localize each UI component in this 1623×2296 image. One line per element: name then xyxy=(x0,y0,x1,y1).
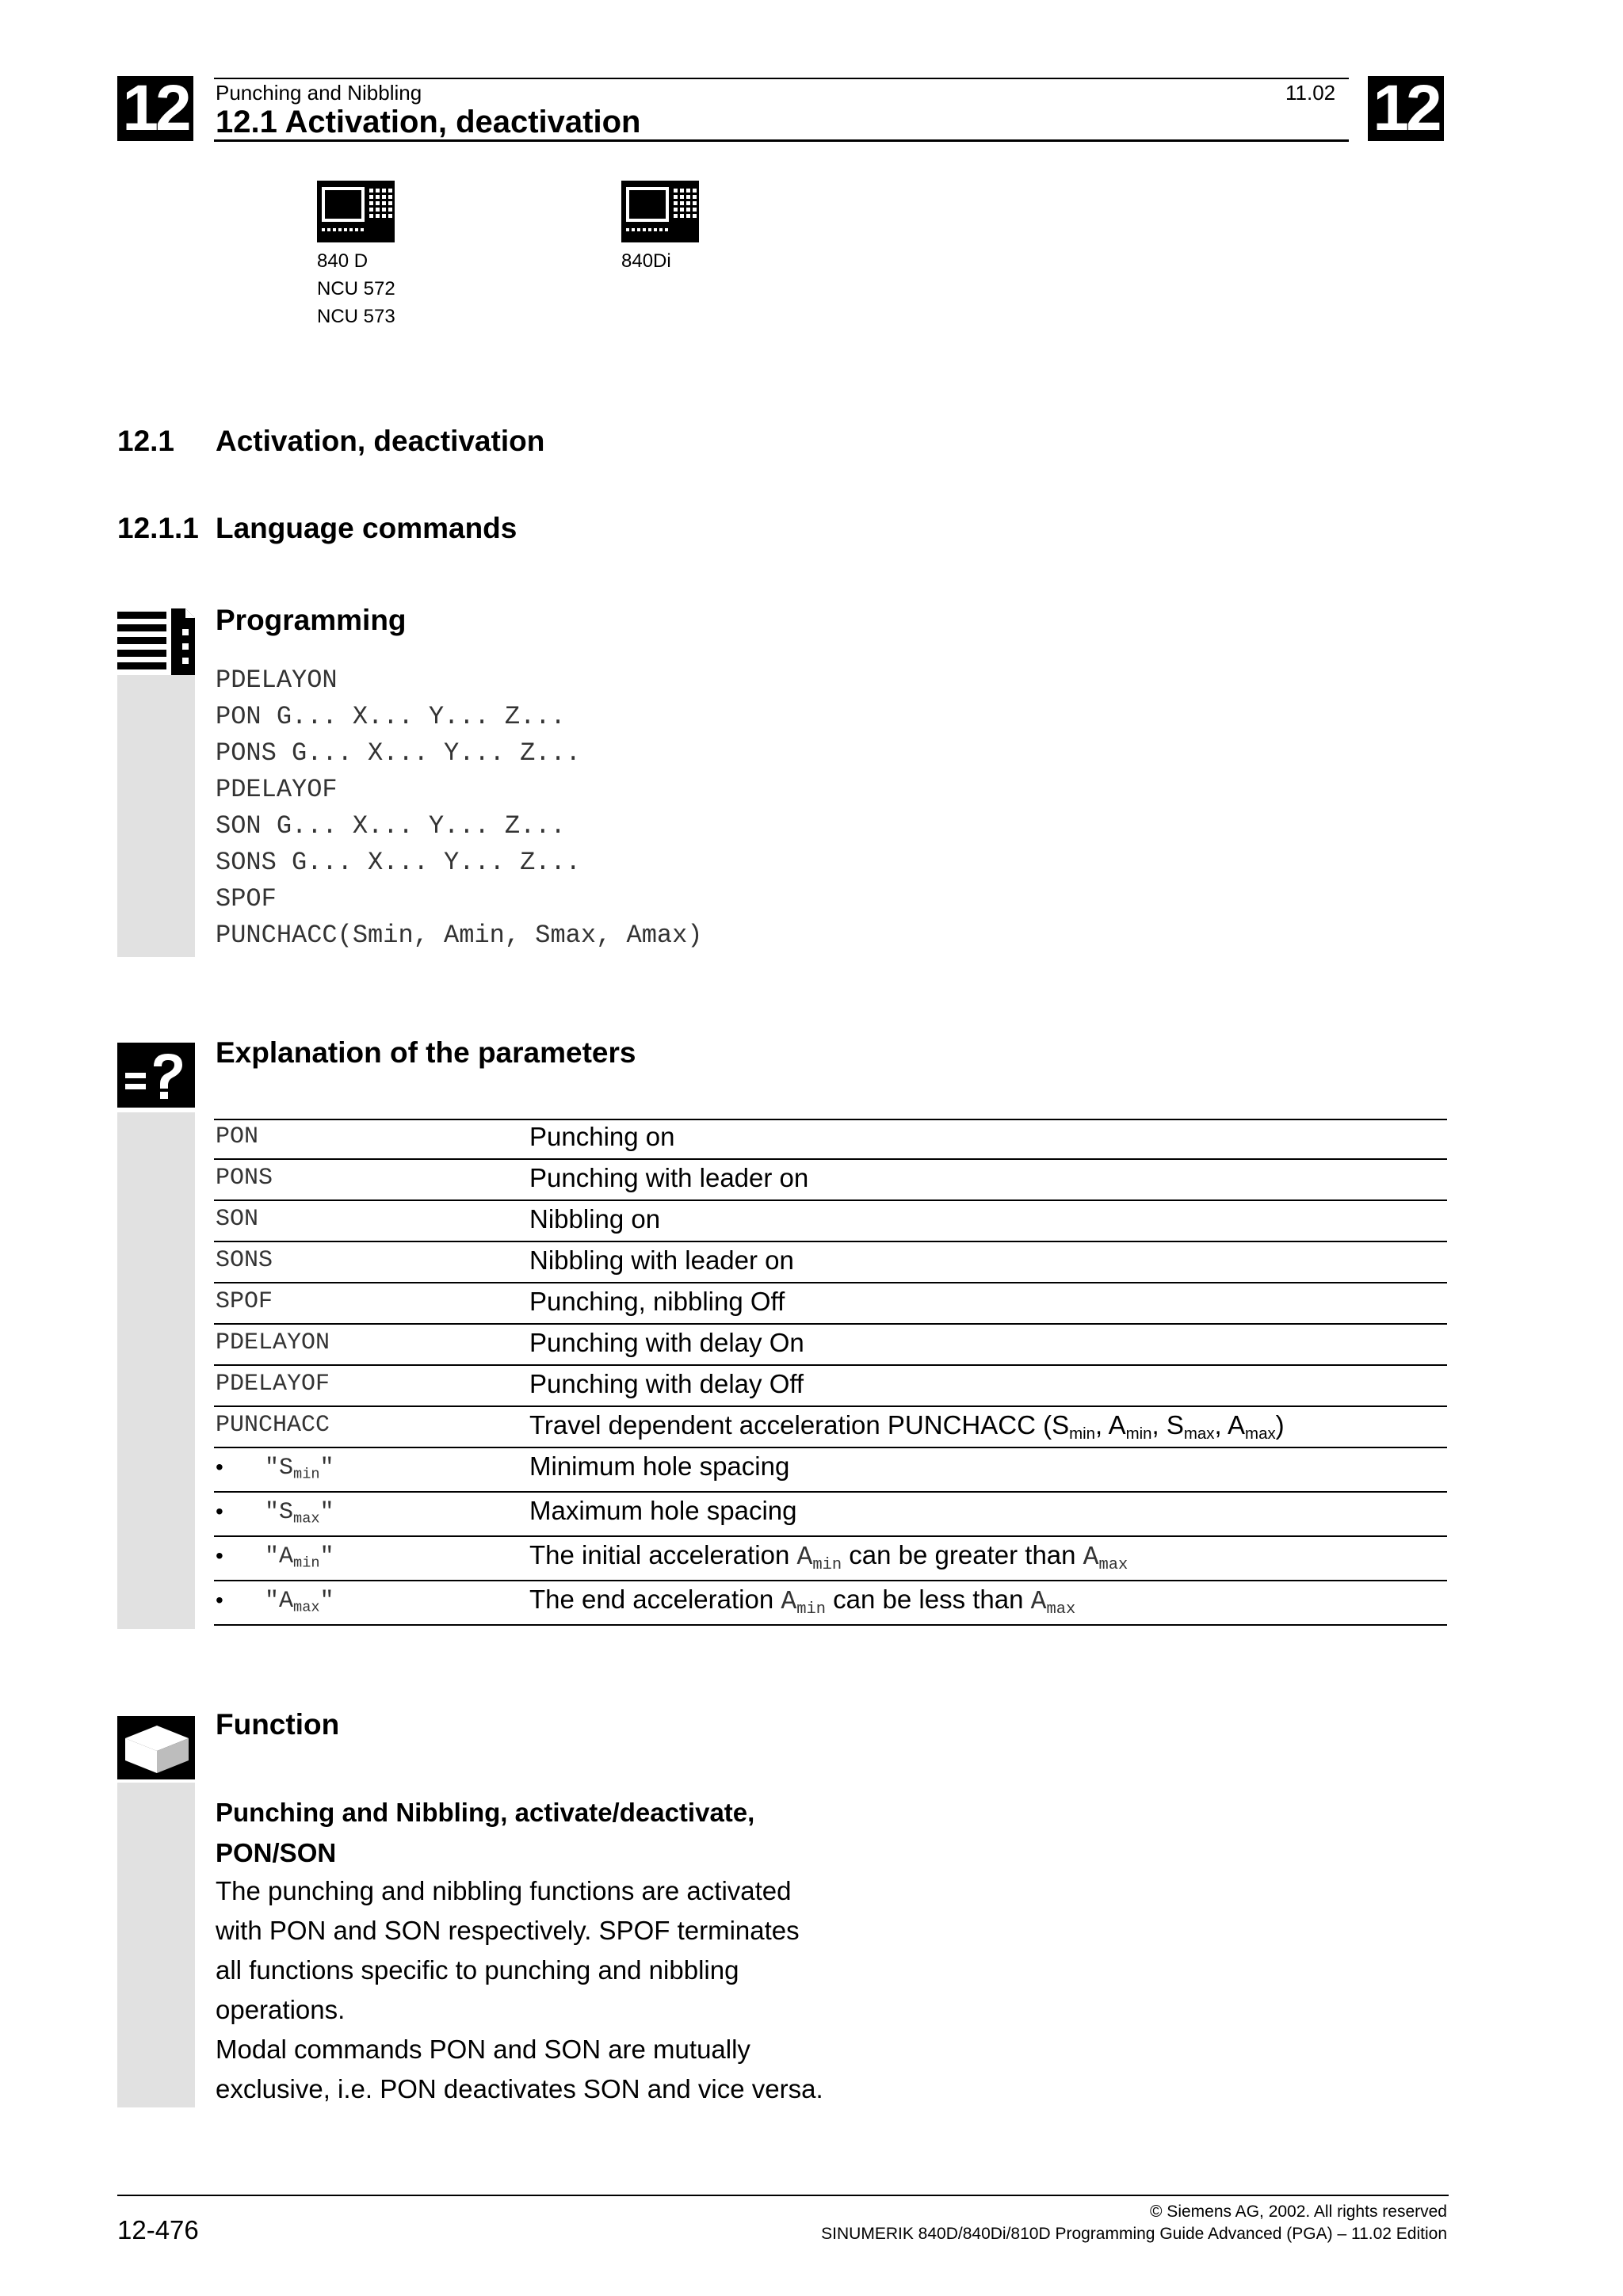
table-row xyxy=(214,1450,1447,1493)
row-rule xyxy=(214,1323,1447,1325)
param-letter: A xyxy=(279,1588,294,1615)
comma: , xyxy=(1151,1410,1167,1440)
footer-rule xyxy=(117,2195,1449,2196)
amax-letter: A xyxy=(1228,1410,1246,1440)
function-margin-bar xyxy=(117,1783,195,2107)
param-desc: Punching on xyxy=(529,1122,675,1151)
function-body xyxy=(216,1871,823,2109)
page-number: 12-476 xyxy=(117,2215,199,2245)
control-panel-icon-840d xyxy=(317,181,395,246)
function-icon xyxy=(117,1716,195,1783)
param-key: PONS xyxy=(216,1165,273,1192)
param-desc: Punching with delay On xyxy=(529,1328,804,1357)
param-sub: max xyxy=(293,1599,320,1616)
function-subheading xyxy=(216,1792,754,1873)
row-rule xyxy=(214,1241,1447,1242)
code-line: PDELAYON xyxy=(216,666,338,695)
smax-letter: S xyxy=(1166,1410,1184,1440)
desc-text: The end acceleration xyxy=(529,1585,781,1614)
programming-heading: Programming xyxy=(216,604,407,636)
quote: " xyxy=(265,1455,280,1482)
table-row xyxy=(214,1120,1447,1160)
table-row xyxy=(214,1367,1447,1407)
quote: " xyxy=(319,1543,334,1570)
header-top-rule xyxy=(214,78,1349,79)
control-label-840d xyxy=(317,247,395,330)
quote: " xyxy=(319,1499,334,1526)
quote: " xyxy=(319,1588,334,1615)
function-body-line: The punching and nibbling functions are activated xyxy=(216,1876,792,1905)
row-rule xyxy=(214,1405,1447,1407)
param-desc xyxy=(529,1410,1285,1444)
control-label-840di xyxy=(621,247,671,275)
param-desc: Punching with leader on xyxy=(529,1163,809,1192)
param-letter: A xyxy=(279,1543,294,1570)
control-label-line: NCU 572 xyxy=(317,278,395,299)
param-key xyxy=(265,1499,334,1527)
param-desc: Nibbling with leader on xyxy=(529,1245,794,1275)
param-key: PON xyxy=(216,1123,259,1150)
amin-letter: A xyxy=(1108,1410,1126,1440)
var-sub: min xyxy=(796,1600,826,1619)
param-letter: S xyxy=(279,1499,294,1526)
row-rule xyxy=(214,1447,1447,1448)
table-row xyxy=(214,1494,1447,1537)
function-subheading-line: PON/SON xyxy=(216,1838,337,1867)
desc-text: can be greater than xyxy=(842,1540,1083,1569)
var-letter: A xyxy=(1030,1587,1047,1616)
parameters-heading: Explanation of the parameters xyxy=(216,1036,636,1069)
row-rule xyxy=(214,1535,1447,1537)
programming-icon xyxy=(117,608,195,679)
table-row xyxy=(214,1539,1447,1581)
subsection-number: 12.1.1 xyxy=(117,512,199,544)
function-body-line: all functions specific to punching and nibbling xyxy=(216,1955,739,1985)
header-section-title: 12.1 Activation, deactivation xyxy=(216,105,641,139)
code-line: SONS G... X... Y... Z... xyxy=(216,848,581,877)
control-label-line: 840Di xyxy=(621,250,671,272)
bullet: • xyxy=(216,1499,223,1524)
row-rule xyxy=(214,1624,1447,1626)
quote: " xyxy=(265,1543,280,1570)
code-line: PONS G... X... Y... Z... xyxy=(216,738,581,768)
var-letter: A xyxy=(1083,1543,1099,1572)
function-body-line: exclusive, i.e. PON deactivates SON and vice versa. xyxy=(216,2074,823,2103)
table-row xyxy=(214,1203,1447,1242)
code-line: SON G... X... Y... Z... xyxy=(216,811,566,841)
table-row xyxy=(214,1326,1447,1366)
subsection-title: Language commands xyxy=(216,512,517,544)
row-rule xyxy=(214,1580,1447,1581)
param-key: PUNCHACC xyxy=(216,1412,330,1439)
table-row xyxy=(214,1244,1447,1283)
code-line: SPOF xyxy=(216,884,277,913)
var-letter: A xyxy=(781,1587,797,1616)
param-key xyxy=(265,1543,334,1572)
var-sub: max xyxy=(1046,1600,1076,1619)
quote: " xyxy=(319,1455,334,1482)
code-line: PON G... X... Y... Z... xyxy=(216,702,566,731)
param-desc xyxy=(529,1540,1128,1574)
chapter-number-left: 12 xyxy=(117,76,193,141)
param-key: SON xyxy=(216,1206,259,1233)
param-sub: min xyxy=(293,1554,320,1572)
smin-sub: min xyxy=(1069,1425,1096,1444)
table-row xyxy=(214,1161,1447,1201)
param-key: PDELAYON xyxy=(216,1329,330,1356)
control-label-line: 840 D xyxy=(317,250,369,272)
param-desc: Minimum hole spacing xyxy=(529,1451,790,1481)
chapter-number-right: 12 xyxy=(1368,76,1444,141)
param-desc: Maximum hole spacing xyxy=(529,1496,797,1525)
var-sub: min xyxy=(812,1556,842,1575)
param-desc: Punching with delay Off xyxy=(529,1369,804,1398)
quote: " xyxy=(265,1588,280,1615)
comma: , xyxy=(1214,1410,1228,1440)
function-body-line: with PON and SON respectively. SPOF terminates xyxy=(216,1916,800,1945)
control-panel-icon-840di xyxy=(621,181,699,246)
param-desc: Punching, nibbling Off xyxy=(529,1287,785,1316)
param-key: SPOF xyxy=(216,1288,273,1315)
var-letter: A xyxy=(796,1543,813,1572)
footer-copyright: © Siemens AG, 2002. All rights reserved xyxy=(1150,2203,1447,2221)
section-title: Activation, deactivation xyxy=(216,425,545,457)
function-subheading-line: Punching and Nibbling, activate/deactivate, xyxy=(216,1798,755,1827)
param-key xyxy=(265,1588,334,1616)
param-desc: Nibbling on xyxy=(529,1204,661,1234)
function-body-line: operations. xyxy=(216,1995,346,2024)
footer-document: SINUMERIK 840D/840Di/810D Programming Guide Advanced (PGA) – 11.02 Edition xyxy=(821,2225,1447,2243)
punchacc-desc-suffix: ) xyxy=(1275,1410,1285,1440)
bullet: • xyxy=(216,1455,223,1479)
parameters-icon xyxy=(117,1043,195,1112)
smin-letter: S xyxy=(1052,1410,1070,1440)
smax-sub: max xyxy=(1183,1425,1215,1444)
bullet: • xyxy=(216,1588,223,1612)
var-sub: max xyxy=(1098,1556,1128,1575)
code-line: PUNCHACC(Smin, Amin, Smax, Amax) xyxy=(216,921,703,950)
row-rule xyxy=(214,1282,1447,1283)
edition-label: 11.02 xyxy=(1285,81,1336,105)
desc-text: The initial acceleration xyxy=(529,1540,797,1569)
function-body-line: Modal commands PON and SON are mutually xyxy=(216,2035,750,2064)
param-sub: min xyxy=(293,1466,320,1483)
bullet: • xyxy=(216,1543,223,1568)
code-line: PDELAYOF xyxy=(216,775,338,804)
section-number: 12.1 xyxy=(117,425,175,457)
table-row xyxy=(214,1285,1447,1325)
desc-text: can be less than xyxy=(825,1585,1031,1614)
param-letter: S xyxy=(279,1455,294,1482)
row-rule xyxy=(214,1199,1447,1201)
param-key: SONS xyxy=(216,1247,273,1274)
param-desc xyxy=(529,1585,1075,1619)
function-heading: Function xyxy=(216,1708,340,1741)
parameters-margin-bar xyxy=(117,1112,195,1629)
table-row xyxy=(214,1583,1447,1626)
amin-sub: min xyxy=(1125,1425,1152,1444)
amax-sub: max xyxy=(1245,1425,1276,1444)
row-rule xyxy=(214,1491,1447,1493)
control-label-line: NCU 573 xyxy=(317,306,395,327)
table-row xyxy=(214,1409,1447,1448)
header-bottom-rule xyxy=(214,139,1349,142)
running-title: Punching and Nibbling xyxy=(216,81,422,105)
quote: " xyxy=(265,1499,280,1526)
param-key: PDELAYOF xyxy=(216,1371,330,1398)
comma: , xyxy=(1095,1410,1109,1440)
row-rule xyxy=(214,1364,1447,1366)
punchacc-desc-prefix: Travel dependent acceleration PUNCHACC ( xyxy=(529,1410,1052,1440)
row-rule xyxy=(214,1158,1447,1160)
param-sub: max xyxy=(293,1510,320,1527)
param-key xyxy=(265,1455,334,1483)
programming-margin-bar xyxy=(117,675,195,957)
